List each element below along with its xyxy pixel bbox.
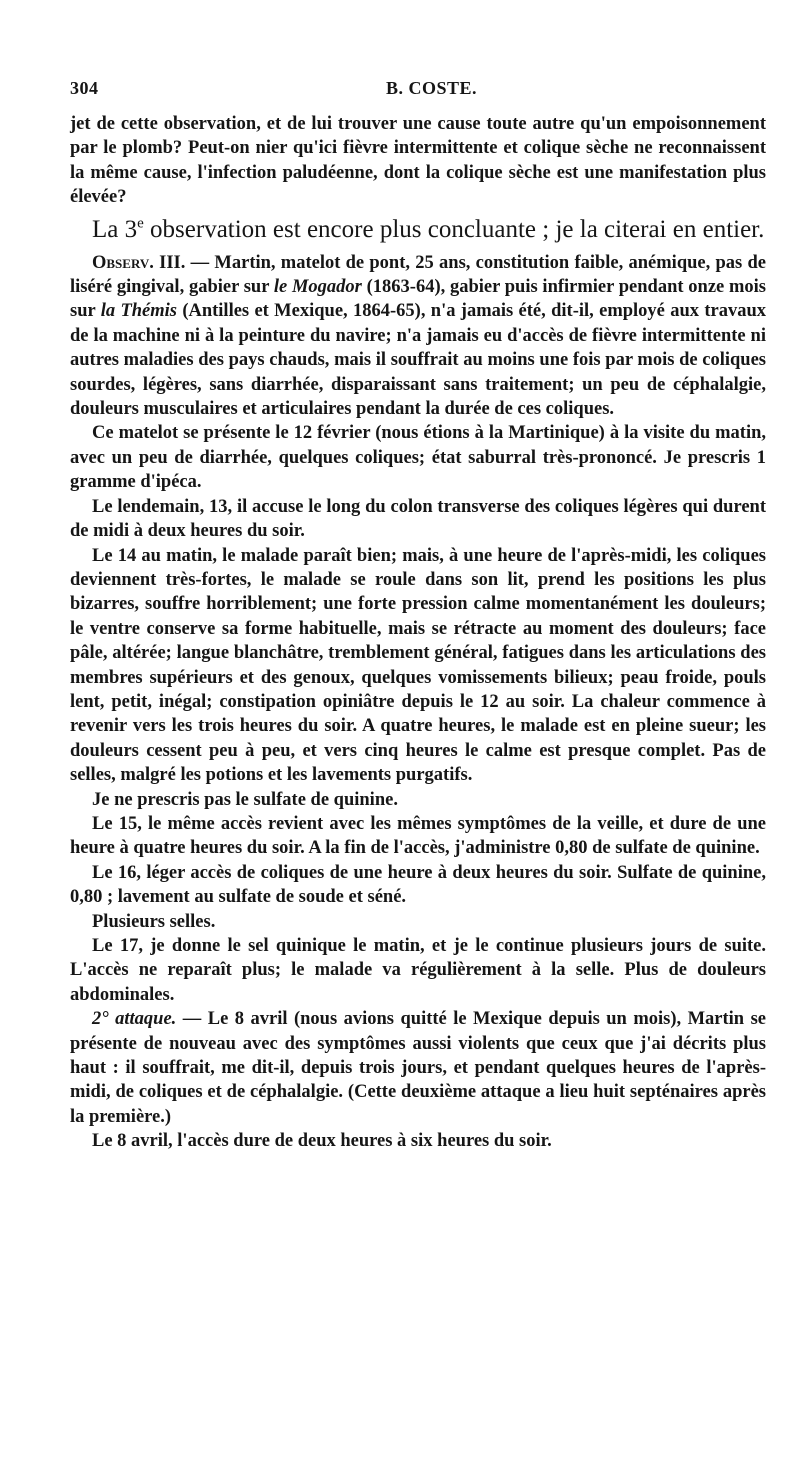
paragraph-no-quinine: Je ne prescris pas le sulfate de quinine. bbox=[92, 789, 398, 810]
intro-text-start: La 3 bbox=[92, 215, 138, 243]
paragraph-february-14: Le 14 au matin, le malade paraît bien; mais, à une heure de l'après-midi, les coliques deviennent très-fortes, le malade se roule dans son lit, prend les positions les plus bizarres, souffre horriblement; une forte pression calme momentanément les douleurs; le ventre conserve sa forme habituelle, mais se rétracte au moment des douleurs; face pâle, altérée; langue blanchâtre, tremblement général, fatigues dans les articulations des membres supérieurs et des genoux, quelques vomissements bilieux; peau froide, pouls lent, petit, inégal; constipation opiniâtre depuis le 12 au soir. La chaleur commence à revenir vers les trois heures du soir. A quatre heures, le malade est en pleine sueur; les douleurs cessent peu à peu, et vers cinq heures le calme est presque complet. Pas de selles, malgré les potions et les lavements purgatifs. bbox=[70, 545, 766, 786]
superscript-e: e bbox=[137, 215, 144, 232]
intro-text-end: observation est encore plus concluante ; je la citerai en entier. bbox=[143, 215, 765, 243]
observation-text-3: (Antilles et Mexique, 1864-65), n'a jamais été, dit-il, employé aux travaux de la machine ni à la peinture du navire; n'a jamais eu d'accès de fièvre intermittente ni autres maladies des pays chauds, mais il souffrait au moins une fois par mois de coliques sourdes, légères, sans diarrhée, disparaissant sans traitement; un peu de céphalalgie, douleurs musculaires et articulaires pendant la durée de ces coliques. bbox=[70, 301, 766, 420]
running-head bbox=[70, 78, 766, 104]
second-attack-text: — Le 8 avril (nous avions quitté le Mexique depuis un mois), Martin se présente de nouveau avec des symptômes aussi violents que ceux que j'ai décrits plus haut : il souffrait, me dit-il, depuis trois jours, et pendant quelques heures de l'après-midi, de coliques et de céphalalgie. (Cette deuxième attaque a lieu huit septénaires après la première.) bbox=[70, 1009, 766, 1127]
body-text bbox=[70, 112, 766, 1154]
page-number: 304 bbox=[70, 78, 99, 98]
paragraph-selles: Plusieurs selles. bbox=[92, 911, 216, 932]
ship-name-themis: la Thémis bbox=[100, 301, 177, 322]
ship-name-mogador: le Mogador bbox=[273, 277, 362, 298]
paragraph-intro-observation bbox=[70, 214, 766, 245]
paragraph-second-attack bbox=[70, 1007, 766, 1129]
paragraph-february-12: Ce matelot se présente le 12 février (nous étions à la Martinique) à la visite du matin, avec un peu de diarrhée, quelques coliques; état saburral très-prononcé. Je prescris 1 gramme d'ipéca. bbox=[70, 423, 766, 493]
paragraph-february-13: Le lendemain, 13, il accuse le long du colon transverse des coliques légères qui durent de midi à deux heures du soir. bbox=[70, 496, 766, 542]
observation-text-2: (1863-64), gabier puis infirmier pendant onze mois sur bbox=[70, 277, 767, 322]
paragraph-february-15: Le 15, le même accès revient avec les mêmes symptômes de la veille, et dure de une heure à quatre heures du soir. A la fin de l'accès, j'administre 0,80 de sulfate de quinine. bbox=[70, 813, 766, 859]
observation-text-1: — Martin, matelot de pont, 25 ans, constitution faible, anémique, pas de liséré gingival, gabier sur bbox=[70, 252, 766, 298]
second-attack-label: 2° attaque. bbox=[92, 1009, 177, 1030]
running-title: B. COSTE. bbox=[386, 78, 478, 98]
paragraph-continuation: jet de cette observation, et de lui trouver une cause toute autre qu'un empoisonnement par le plomb? Peut-on nier qu'ici fièvre intermittente et colique sèche ne reconnaissent la même cause, l'infection paludéenne, dont la colique sèche est une manifestation plus élevée? bbox=[70, 114, 766, 208]
paragraph-april-8: Le 8 avril, l'accès dure de deux heures à six heures du soir. bbox=[92, 1131, 552, 1152]
paragraph-february-17: Le 17, je donne le sel quinique le matin, et je le continue plusieurs jours de suite. L'accès ne reparaît plus; le malade va régulièrement à la selle. Plus de douleurs abdominales. bbox=[70, 936, 766, 1005]
paragraph-observation-iii bbox=[70, 251, 766, 422]
paragraph-february-16: Le 16, léger accès de coliques de une heure à deux heures du soir. Sulfate de quinine, 0,80 ; lavement au sulfate de soude et séné. bbox=[70, 862, 766, 908]
observation-label: Observ. III. bbox=[92, 252, 186, 273]
